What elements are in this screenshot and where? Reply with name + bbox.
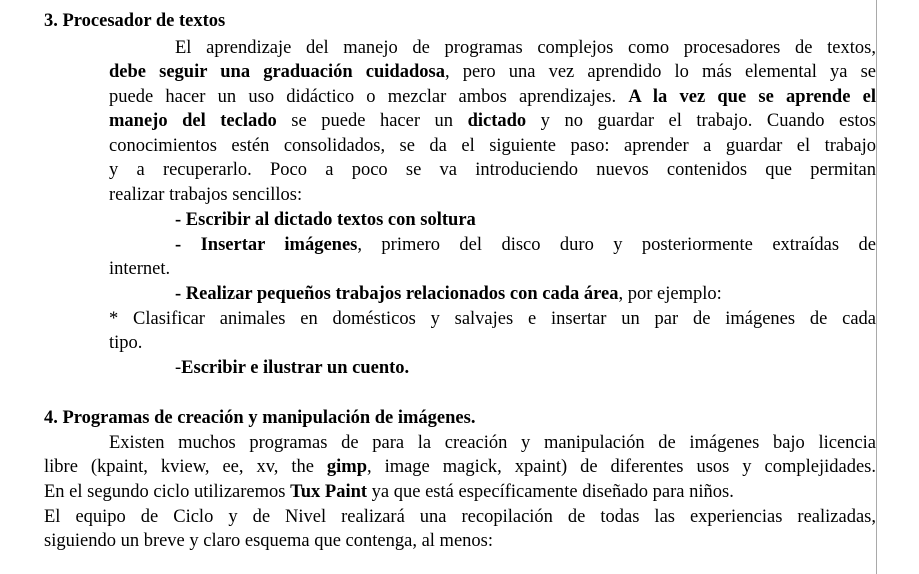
list-item-imagenes: [175, 233, 876, 257]
text-run: libre (kpaint, kview, ee, xv, the: [44, 457, 327, 477]
text-run: y no guardar el trabajo. Cuando estos: [526, 111, 876, 131]
section-4-paragraph-line: Existen muchos programas de para la creación y manipulación de imágenes bajo licencia: [109, 433, 876, 453]
text-run: puede hacer un uso didáctico o mezclar ambos aprendizajes.: [109, 87, 629, 107]
text-run: , image magick, xpaint) de diferentes usos y complejidades.: [366, 457, 876, 477]
text-run: -: [175, 358, 182, 378]
example-item-clasificar: * Clasificar animales en domésticos y salvajes e insertar un par de imágenes de cada: [109, 309, 876, 329]
section-3-paragraph-line: [109, 109, 876, 133]
section-3-paragraph-line: [109, 85, 876, 109]
bold-phrase: Escribir e ilustrar un cuento.: [181, 358, 410, 378]
list-item-cuento: [175, 356, 409, 380]
section-4-paragraph-line: El equipo de Ciclo y de Nivel realizará una recopilación de todas las experiencias realizadas,: [44, 507, 876, 527]
section-3-paragraph-line: y a recuperarlo. Poco a poco se va introduciendo nuevos contenidos que permitan: [109, 160, 876, 180]
bold-phrase: - Realizar pequeños trabajos relacionados con cada área: [175, 284, 619, 304]
section-3-heading: 3. Procesador de textos: [44, 11, 226, 31]
section-3-paragraph-line: [109, 60, 876, 84]
text-run: se puede hacer un: [276, 111, 468, 131]
list-item-imagenes-continued: internet.: [109, 259, 171, 279]
section-4-paragraph-line: siguiendo un breve y claro esquema que contenga, al menos:: [44, 531, 493, 551]
bold-phrase: debe seguir una graduación cuidadosa: [109, 62, 445, 82]
text-run: ya que está específicamente diseñado para niños.: [367, 482, 734, 502]
text-run: , pero una vez aprendido lo más elemental ya se: [444, 62, 877, 82]
section-4-heading: 4. Programas de creación y manipulación de imágenes.: [44, 408, 476, 428]
bold-phrase: gimp: [326, 457, 367, 477]
bold-phrase: Tux Paint: [290, 482, 368, 502]
list-item-dictado: - Escribir al dictado textos con soltura: [175, 210, 476, 230]
text-run: , por ejemplo:: [618, 284, 722, 304]
text-run: , primero del disco duro y posteriormente extraídas de: [357, 235, 876, 255]
example-item-clasificar-continued: tipo.: [109, 333, 143, 353]
list-item-trabajos: [175, 282, 722, 306]
bold-phrase: - Insertar imágenes: [175, 235, 358, 255]
section-3-paragraph-line: conocimientos estén consolidados, se da el siguiente paso: aprender a guardar el trabajo: [109, 136, 876, 156]
bold-phrase: dictado: [467, 111, 527, 131]
text-run: En el segundo ciclo utilizaremos: [44, 482, 291, 502]
section-3-paragraph-line: realizar trabajos sencillos:: [109, 185, 303, 205]
section-3-paragraph-line: El aprendizaje del manejo de programas complejos como procesadores de textos,: [175, 38, 876, 58]
bold-phrase: manejo del teclado: [109, 111, 277, 131]
section-4-paragraph-line: [44, 455, 876, 479]
section-4-paragraph-line: [44, 480, 734, 504]
page-edge-divider: [876, 0, 877, 574]
bold-phrase: A la vez que se aprende el: [628, 87, 876, 107]
